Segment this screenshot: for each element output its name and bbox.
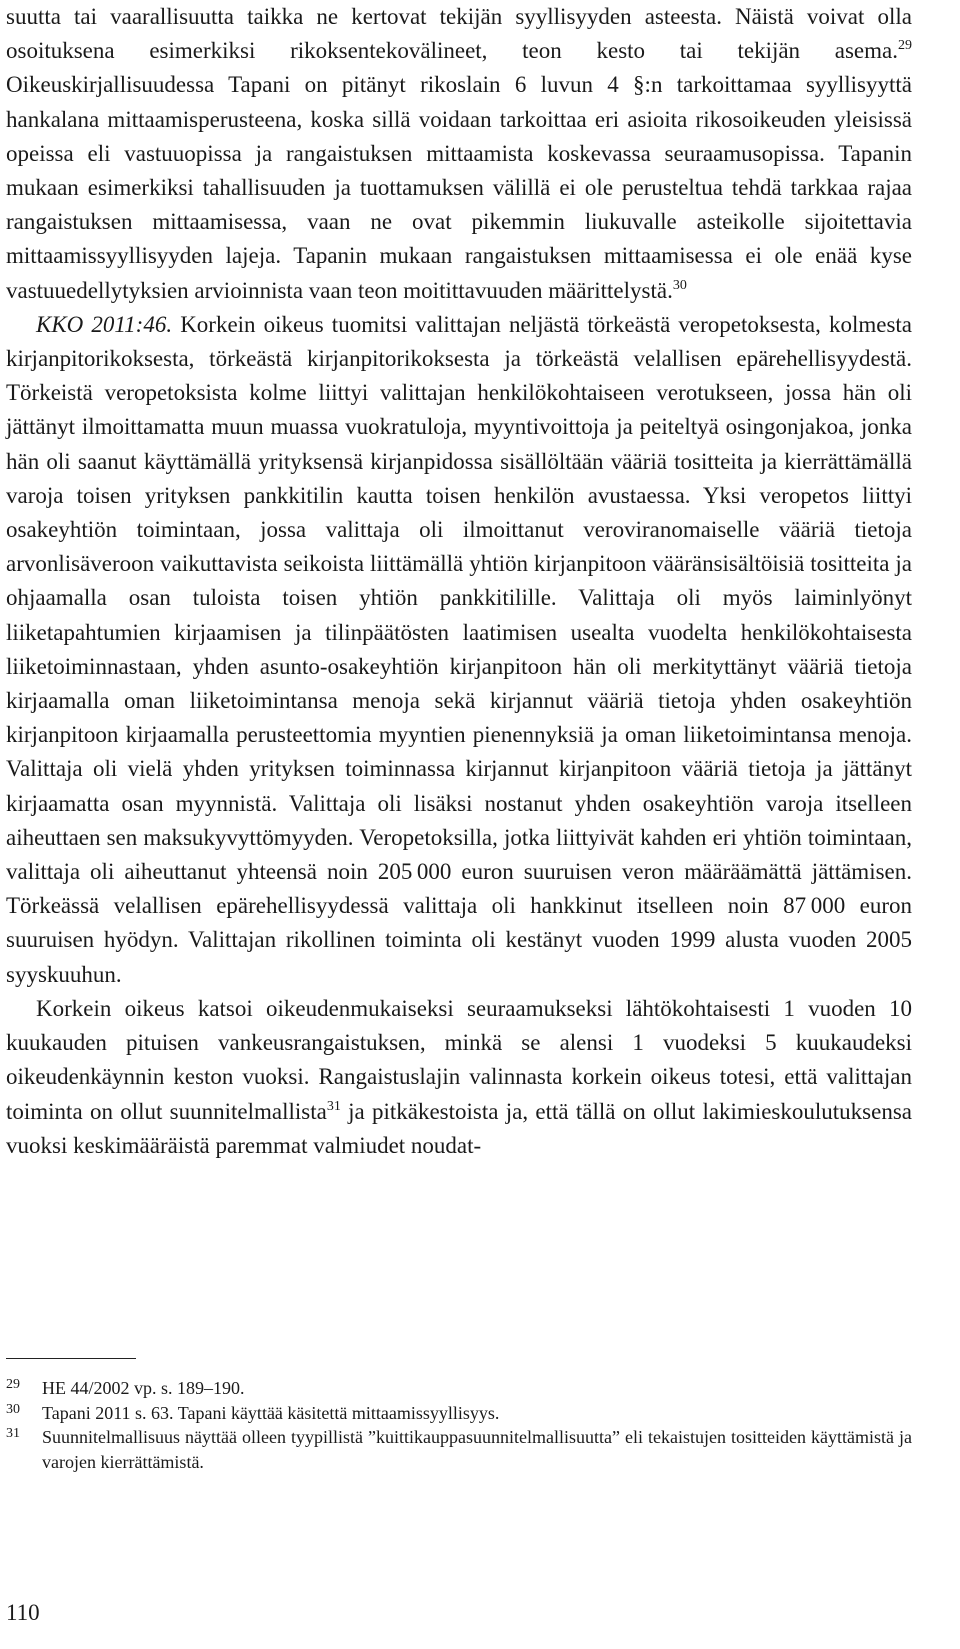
page-body [6,0,912,1163]
main-text [6,0,912,1163]
footnote-reference: 31 [326,1098,341,1114]
footnote-text: HE 44/2002 vp. s. 189–190. [42,1378,245,1398]
page-number: 110 [6,1600,40,1625]
paragraph [6,308,912,992]
case-reference: KKO 2011:46. [36,311,173,337]
footnote [6,1401,912,1426]
footnotes [6,1376,912,1474]
footnote-text: Suunnitelmallisuus näyttää olleen tyypillistä ”kuittikauppasuunnitelmallisuutta” eli tekaistujen tositteiden käyttämistä ja varojen kierrättämistä. [42,1427,912,1472]
footnote-separator [6,1358,136,1359]
paragraph-text: Korkein oikeus katsoi oikeudenmukaiseksi seuraamukseksi lähtökohtaisesti 1 vuoden 10 kuukauden pituisen vankeusrangaistuksen, minkä se alensi 1 vuodeksi 5 kuukaudeksi oikeudenkäynnin keston vuoksi. Rangaistuslajin valinnasta korkein oikeus totesi, että valittajan toiminta on ollut suunnitelmallista [6,995,912,1124]
footnote-reference: 29 [898,38,912,54]
paragraph-text: Oikeuskirjallisuudessa Tapani on pitänyt rikoslain 6 luvun 4 §:n tarkoittamaa syyllisyyttä hankalana mittaamisperusteena, koska sillä voidaan tarkoittaa eri asioita rikosoikeuden yleisissä opeissa eli vastuuopissa ja rangaistuksen mittaamista koskevassa seuraamusopissa. Tapanin mukaan esimerkiksi tahallisuuden ja tuottamuksen välillä ei ole perusteltua tehdä tarkkaa rajaa rangaistuksen mittaamisessa, vaan ne ovat pikemmin liukuvalle asteikolle sijoitettavia mittaamissyyllisyyden lajeja. Tapanin mukaan rangaistuksen mittaamisessa ei ole enää kyse vastuuedellytyksien arvioinnista vaan teon moitittavuuden määrittelystä. [6,72,912,303]
paragraph-text: ja pitkäkestoista ja, että tällä on ollut lakimieskoulutuksensa vuoksi keskimääräistä paremmat valmiudet noudat- [6,1098,912,1158]
footnote-number: 30 [6,1401,20,1417]
footnote-text: Tapani 2011 s. 63. Tapani käyttää käsitettä mittaamissyyllisyys. [42,1402,500,1423]
paragraph-text: suutta tai vaarallisuutta taikka ne kertovat tekijän syyllisyyden asteesta. Näistä voivat olla osoituksena esimerkiksi rikoksentekovälineet, teon kesto tai tekijän asema. [6,4,912,64]
footnote-number: 29 [6,1377,20,1392]
footnote-number: 31 [6,1426,20,1441]
paragraph-text: Korkein oikeus tuomitsi valittajan neljästä törkeästä veropetoksesta, kolmesta kirjanpitorikoksesta, törkeästä kirjanpitorikoksesta ja törkeästä velallisen epärehellisyydestä. Törkeistä veropetoksista kolme liittyi valittajan henkilökohtaiseen verotukseen, jossa hän oli jättänyt ilmoittamatta muun muassa vuokratuloja, myyntivoittoja ja peiteltyä osingonjakoa, jonka hän oli saanut käyttämällä yrityksensä kirjanpidossa sisällöltään vääriä tositteita ja kierrättämällä varoja toisen yrityksen pankkitilin kautta toisen henkilön avustaessa. Yksi veropetos liittyi osakeyhtiön toimintaan, jossa valittaja oli ilmoittanut veroviranomaiselle vääriä tietoja arvonlisäveroon vaikuttavista seikoista liittämällä yhtiön kirjanpitoon vääränsisältöisiä tositteita ja ohjaamalla osan tuloista toisen yhtiön pankkitilille. Valittaja oli myös laiminlyönyt liiketapahtumien kirjaamisen ja tilinpäätösten laatimisen usealta vuodelta henkilökohtaisesta liiketoiminnastaan, yhden asunto-osakeyhtiön kirjanpitoon hän oli merkityttänyt vääriä tietoja kirjaamalla oman liiketoimintansa menoja sekä kirjannut vääriä tietoja yhden osakeyhtiön kirjanpitoon kirjaamalla perusteettomia myyntien pienennyksiä ja oman liiketoimintansa menoja. Valittaja oli vielä yhden yrityksen toiminnassa kirjannut kirjanpitoon vääriä tietoja ja jättänyt kirjaamatta osan myynnistä. Valittaja oli lisäksi nostanut yhden osakeyhtiön varoja itselleen aiheuttaen sen maksukyvyttömyyden. Veropetoksilla, jotka liittyivät kahden eri yhtiön toimintaan, valittaja oli aiheuttanut yhteensä noin 205 000 euron suuruisen veron määräämättä jättämisen. Törkeässä velallisen epärehellisyydessä valittaja oli hankkinut itselleen noin 87 000 euron suuruisen hyödyn. Valittajan rikollinen toiminta oli kestänyt vuoden 1999 alusta vuoden 2005 syyskuuhun. [6,311,912,987]
paragraph [6,0,912,308]
footnote [6,1376,912,1401]
footnote-reference: 30 [672,277,687,293]
paragraph [6,992,912,1163]
footnote [6,1425,912,1474]
